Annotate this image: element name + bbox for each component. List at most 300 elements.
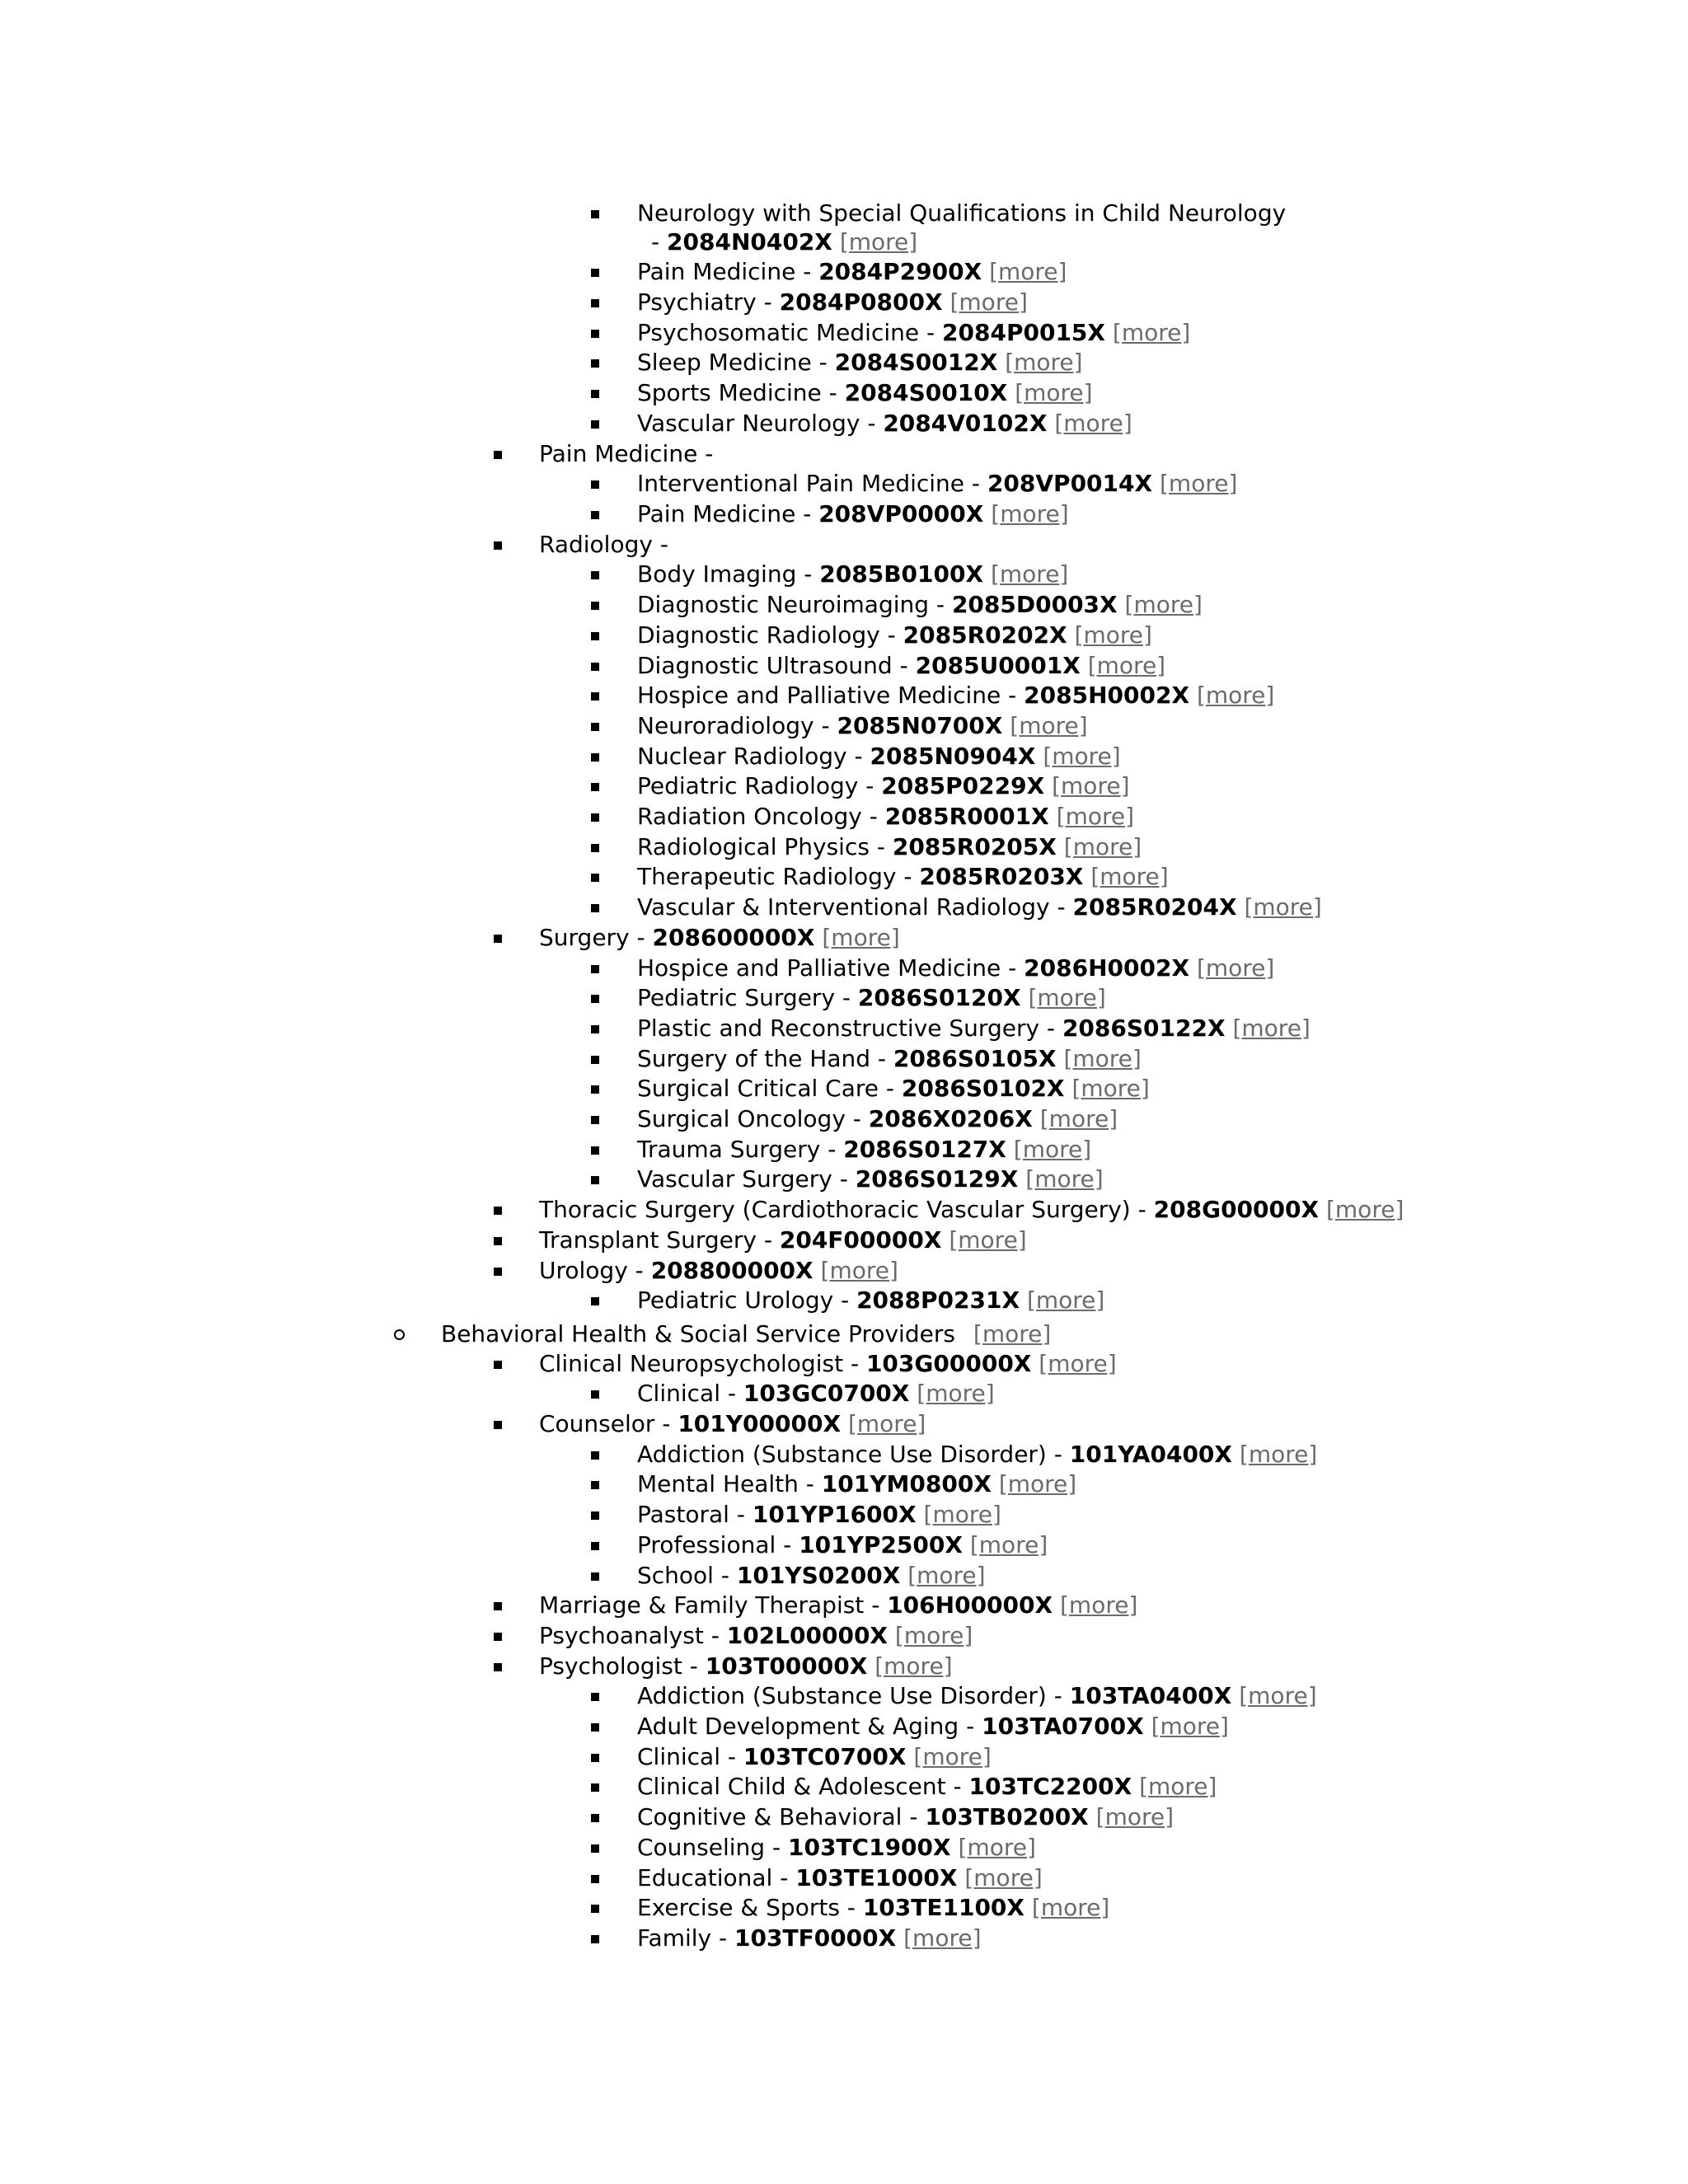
item-code: 101YP2500X <box>799 1531 963 1558</box>
item-code: 2086H0002X <box>1024 954 1190 982</box>
item-name: Radiology <box>539 531 653 558</box>
item-code: 2086S0102X <box>901 1075 1065 1102</box>
item-code: 208VP0000X <box>818 500 984 527</box>
square-bullet-icon <box>494 1361 502 1369</box>
square-bullet-icon <box>494 1602 502 1610</box>
item-code: 103TA0700X <box>982 1713 1144 1740</box>
item-name: Psychologist <box>539 1652 682 1680</box>
square-bullet-icon <box>591 753 599 762</box>
list-item <box>0 1104 1688 1134</box>
square-bullet-icon <box>591 1451 599 1460</box>
item-content: Radiology - <box>539 531 668 558</box>
item-code: 103TC1900X <box>787 1834 951 1861</box>
more-link[interactable]: [more] <box>1325 1196 1404 1223</box>
item-content: Surgical Critical Care - 2086S0102X [more] <box>637 1075 1150 1102</box>
more-link[interactable]: [more] <box>1095 1803 1175 1830</box>
item-code: 2088P0231X <box>856 1286 1020 1314</box>
item-code: 2086S0120X <box>857 984 1021 1011</box>
item-code: 2084P0800X <box>779 288 943 316</box>
item-content: Radiation Oncology - 2085R0001X [more] <box>637 803 1135 830</box>
list-item <box>0 1409 1688 1439</box>
more-link[interactable]: [more] <box>907 1562 986 1589</box>
square-bullet-icon <box>591 663 599 671</box>
item-code: 103G00000X <box>865 1350 1032 1377</box>
more-link[interactable]: [more] <box>1087 652 1166 679</box>
square-bullet-icon <box>591 965 599 973</box>
item-content: Addiction (Substance Use Disorder) - 103TA0400X [more] <box>637 1682 1317 1709</box>
square-bullet-icon <box>494 1421 502 1429</box>
item-content: Surgery - 208600000X [more] <box>539 924 900 951</box>
square-bullet-icon <box>494 1237 502 1245</box>
square-bullet-icon <box>591 1085 599 1094</box>
more-link[interactable]: [more] <box>1063 833 1142 860</box>
item-name: Pediatric Surgery <box>637 984 836 1011</box>
list-item <box>0 1226 1688 1255</box>
item-name: Cognitive & Behavioral <box>637 1803 903 1830</box>
item-content: Pain Medicine - 208VP0000X [more] <box>637 500 1069 527</box>
item-name: Clinical Neuropsychologist <box>539 1350 844 1377</box>
item-name: Hospice and Palliative Medicine <box>637 954 1001 982</box>
square-bullet-icon <box>591 299 599 307</box>
list-item <box>0 409 1688 438</box>
item-content: Mental Health - 101YM0800X [more] <box>637 1470 1077 1497</box>
item-name: Vascular Surgery <box>637 1165 832 1193</box>
item-name: Behavioral Health & Social Service Providers <box>441 1320 955 1347</box>
more-link[interactable]: [more] <box>1010 712 1088 739</box>
item-name: Sports Medicine <box>637 379 822 406</box>
more-link[interactable]: [more] <box>1139 1773 1217 1800</box>
more-link[interactable]: [more] <box>1232 1015 1311 1042</box>
square-bullet-icon <box>591 1176 599 1184</box>
square-bullet-icon <box>591 1875 599 1883</box>
list-item <box>0 1772 1688 1802</box>
more-link[interactable]: [more] <box>1239 1682 1317 1709</box>
item-content: Trauma Surgery - 2086S0127X [more] <box>637 1136 1092 1163</box>
list-item <box>0 1014 1688 1043</box>
square-bullet-icon <box>591 1511 599 1520</box>
list-item <box>0 288 1688 317</box>
item-name: Diagnostic Ultrasound <box>637 652 900 679</box>
item-content: Interventional Pain Medicine - 208VP0014X [more] <box>637 470 1238 497</box>
item-code: 2085N0904X <box>870 743 1036 770</box>
more-link[interactable]: [more] <box>998 1470 1077 1497</box>
square-bullet-icon <box>494 1663 502 1671</box>
item-content: Clinical Child & Adolescent - 103TC2200X [more] <box>637 1773 1217 1800</box>
item-name: Psychoanalyst <box>539 1622 704 1649</box>
square-bullet-icon <box>591 1754 599 1762</box>
list-item <box>0 1469 1688 1499</box>
item-content: Diagnostic Radiology - 2085R0202X [more] <box>637 621 1152 649</box>
item-code: 204F00000X <box>779 1226 942 1254</box>
list-item <box>0 348 1688 377</box>
item-code: 103TE1000X <box>795 1864 958 1891</box>
item-code: 2084S0010X <box>844 379 1008 406</box>
square-bullet-icon <box>591 1390 599 1399</box>
square-bullet-icon <box>591 390 599 398</box>
list-item <box>0 318 1688 348</box>
item-content: Psychoanalyst - 102L00000X [more] <box>539 1622 973 1649</box>
more-link[interactable]: [more] <box>839 228 918 255</box>
item-name: Surgical Oncology <box>637 1105 846 1132</box>
item-name: Plastic and Reconstructive Surgery <box>637 1015 1040 1042</box>
square-bullet-icon <box>591 723 599 731</box>
item-code: 208600000X <box>652 924 815 951</box>
item-code: 101YS0200X <box>736 1562 901 1589</box>
square-bullet-icon <box>591 420 599 429</box>
square-bullet-icon <box>494 1268 502 1276</box>
more-link[interactable]: [more] <box>820 1257 898 1284</box>
square-bullet-icon <box>591 359 599 368</box>
item-content: Vascular Surgery - 2086S0129X [more] <box>637 1165 1104 1193</box>
more-link[interactable]: [more] <box>1112 319 1191 346</box>
more-link[interactable]: [more] <box>1074 621 1152 649</box>
item-name: Counseling <box>637 1834 766 1861</box>
item-content: Counseling - 103TC1900X [more] <box>637 1834 1036 1861</box>
list-item <box>0 1349 1688 1379</box>
square-bullet-icon <box>591 1297 599 1305</box>
more-link[interactable]: [more] <box>950 288 1028 316</box>
more-link[interactable]: [more] <box>1063 1045 1142 1072</box>
item-name: School <box>637 1562 714 1589</box>
square-bullet-icon <box>591 330 599 338</box>
item-name: Surgery of the Hand <box>637 1045 870 1072</box>
item-content: Pastoral - 101YP1600X [more] <box>637 1501 1001 1528</box>
item-code: 101Y00000X <box>678 1410 842 1437</box>
list-item <box>0 1712 1688 1741</box>
square-bullet-icon <box>591 1481 599 1489</box>
square-bullet-icon <box>591 1542 599 1550</box>
list-item <box>0 1440 1688 1469</box>
more-link[interactable]: [more] <box>917 1380 995 1407</box>
item-name: Addiction (Substance Use Disorder) <box>637 1441 1047 1468</box>
more-link[interactable]: [more] <box>1060 1591 1138 1619</box>
item-name: Surgery <box>539 924 630 951</box>
list-item <box>0 742 1688 771</box>
circle-bullet-icon <box>394 1329 405 1340</box>
item-code: 2084S0012X <box>834 349 998 376</box>
item-content: Transplant Surgery - 204F00000X [more] <box>539 1226 1027 1254</box>
item-content <box>637 199 1286 228</box>
item-code: 2085R0205X <box>892 833 1057 860</box>
item-code: 2085B0100X <box>819 560 984 588</box>
list-item <box>0 469 1688 499</box>
square-bullet-icon <box>494 935 502 943</box>
list-item <box>0 590 1688 620</box>
item-content: Surgery of the Hand - 2086S0105X [more] <box>637 1045 1142 1072</box>
item-code: 103TE1100X <box>862 1894 1025 1921</box>
item-code: 103TA0400X <box>1069 1682 1232 1709</box>
square-bullet-icon <box>591 1905 599 1913</box>
square-bullet-icon <box>591 904 599 912</box>
list-item <box>0 199 1688 228</box>
more-link[interactable]: [more] <box>903 1924 982 1952</box>
item-content: Nuclear Radiology - 2085N0904X [more] <box>637 743 1121 770</box>
item-code: 2084P2900X <box>818 258 982 285</box>
more-link[interactable]: [more] <box>1239 1441 1318 1468</box>
item-content: Pain Medicine - <box>539 440 714 467</box>
more-link[interactable]: [more] <box>1026 1286 1105 1314</box>
list-item <box>0 257 1688 287</box>
list-item <box>0 1256 1688 1286</box>
list-item <box>0 1621 1688 1651</box>
item-name: Neurology with Special Qualifications in Child Neurology <box>637 199 1287 227</box>
item-content: Counselor - 101Y00000X [more] <box>539 1410 926 1437</box>
more-link[interactable]: [more] <box>990 560 1069 588</box>
list-item <box>0 1286 1688 1315</box>
square-bullet-icon <box>494 541 502 550</box>
list-item <box>0 1863 1688 1893</box>
more-link[interactable]: [more] <box>913 1743 992 1770</box>
item-content: Hospice and Palliative Medicine - 2085H0002X [more] <box>637 682 1275 709</box>
item-name: Counselor <box>539 1410 655 1437</box>
item-code: 102L00000X <box>726 1622 889 1649</box>
item-name: Exercise & Sports <box>637 1894 840 1921</box>
item-name: Nuclear Radiology <box>637 743 847 770</box>
item-code: 2086S0129X <box>855 1165 1019 1193</box>
square-bullet-icon <box>591 692 599 701</box>
item-code: 103TC0700X <box>743 1743 907 1770</box>
more-link[interactable]: [more] <box>1031 1894 1110 1921</box>
item-name: Neuroradiology <box>637 712 814 739</box>
item-name: Diagnostic Radiology <box>637 621 880 649</box>
item-name: Interventional Pain Medicine <box>637 470 965 497</box>
item-content: Sports Medicine - 2084S0010X [more] <box>637 379 1093 406</box>
item-name: Clinical Child & Adolescent <box>637 1773 946 1800</box>
list-item <box>0 439 1688 469</box>
item-content: Clinical Neuropsychologist - 103G00000X [more] <box>539 1350 1117 1377</box>
list-item <box>0 771 1688 801</box>
item-code: 103TF0000X <box>734 1924 897 1952</box>
more-link[interactable]: [more] <box>1025 1165 1104 1193</box>
square-bullet-icon <box>591 1814 599 1822</box>
item-name: Hospice and Palliative Medicine <box>637 682 1001 709</box>
more-link[interactable]: [more] <box>989 258 1067 285</box>
list-item <box>0 1500 1688 1530</box>
item-name: Clinical <box>637 1743 720 1770</box>
more-link[interactable]: [more] <box>847 1410 926 1437</box>
more-link[interactable]: [more] <box>1244 893 1322 921</box>
more-link[interactable]: [more] <box>1013 1136 1092 1163</box>
item-content: Educational - 103TE1000X [more] <box>637 1864 1043 1891</box>
square-bullet-icon <box>591 1844 599 1853</box>
item-code: 2085R0204X <box>1072 893 1237 921</box>
item-content: Pediatric Surgery - 2086S0120X [more] <box>637 984 1106 1011</box>
item-name: Marriage & Family Therapist <box>539 1591 865 1619</box>
more-link[interactable]: [more] <box>1054 410 1132 437</box>
square-bullet-icon <box>591 813 599 822</box>
more-link[interactable]: [more] <box>1005 349 1083 376</box>
item-code: 101YM0800X <box>821 1470 992 1497</box>
item-name: Psychiatry <box>637 288 757 316</box>
square-bullet-icon <box>591 1935 599 1943</box>
more-link[interactable]: [more] <box>874 1652 953 1680</box>
item-code: 2086S0105X <box>893 1045 1057 1072</box>
square-bullet-icon <box>591 1693 599 1701</box>
list-item <box>0 1893 1688 1923</box>
list-item <box>0 832 1688 862</box>
list-item <box>0 621 1688 650</box>
item-name: Clinical <box>637 1380 720 1407</box>
item-code: 2084N0402X <box>667 228 832 255</box>
item-content: Thoracic Surgery (Cardiothoracic Vascular Surgery) - 208G00000X [more] <box>539 1196 1404 1223</box>
item-content: Therapeutic Radiology - 2085R0203X [more] <box>637 863 1169 890</box>
square-bullet-icon <box>494 451 502 459</box>
item-name: Pain Medicine <box>637 500 796 527</box>
more-link[interactable]: [more] <box>1124 591 1203 618</box>
more-link[interactable]: [more] <box>1071 1075 1150 1102</box>
item-name: Pediatric Urology <box>637 1286 834 1314</box>
item-content: Family - 103TF0000X [more] <box>637 1924 982 1952</box>
more-link[interactable]: [more] <box>1043 743 1121 770</box>
item-name: Body Imaging <box>637 560 797 588</box>
item-content <box>441 1319 1051 1349</box>
list-item <box>0 862 1688 892</box>
list-item <box>0 560 1688 589</box>
item-content: Hospice and Palliative Medicine - 2086H0002X [more] <box>637 954 1275 982</box>
item-code: 2084P0015X <box>942 319 1105 346</box>
list-item <box>0 1742 1688 1772</box>
square-bullet-icon <box>591 1025 599 1033</box>
square-bullet-icon <box>591 1116 599 1124</box>
more-link[interactable]: [more] <box>1090 863 1169 890</box>
item-content: Body Imaging - 2085B0100X [more] <box>637 560 1069 588</box>
item-name: Mental Health <box>637 1470 799 1497</box>
item-code: 2085N0700X <box>837 712 1003 739</box>
item-code: 2085P0229X <box>881 772 1045 799</box>
item-name: Vascular Neurology <box>637 410 860 437</box>
item-code: 2085R0203X <box>919 863 1084 890</box>
list-item <box>0 802 1688 832</box>
item-code: 2086X0206X <box>868 1105 1033 1132</box>
item-code: 2085H0002X <box>1024 682 1190 709</box>
item-name: Educational <box>637 1864 773 1891</box>
item-name: Family <box>637 1924 712 1952</box>
more-link[interactable]: [more] <box>1015 379 1093 406</box>
more-link[interactable]: [more] <box>1039 1105 1118 1132</box>
more-link[interactable]: [more] <box>991 500 1069 527</box>
item-name: Therapeutic Radiology <box>637 863 897 890</box>
square-bullet-icon <box>494 1633 502 1641</box>
list-item <box>0 893 1688 922</box>
more-link[interactable]: [more] <box>1160 470 1238 497</box>
list-item <box>0 1681 1688 1711</box>
list-item <box>0 923 1688 953</box>
more-link[interactable]: [more] <box>894 1622 973 1649</box>
item-code: 2085U0001X <box>915 652 1081 679</box>
item-code: 101YP1600X <box>752 1501 917 1528</box>
list-item <box>0 1652 1688 1681</box>
item-code: 208VP0014X <box>987 470 1153 497</box>
item-content: School - 101YS0200X [more] <box>637 1562 986 1589</box>
square-bullet-icon <box>591 1572 599 1581</box>
more-link[interactable]: [more] <box>1196 682 1275 709</box>
list-item <box>0 1561 1688 1591</box>
item-name: Transplant Surgery <box>539 1226 757 1254</box>
more-link[interactable]: [more] <box>1151 1713 1229 1740</box>
item-code: 2084V0102X <box>883 410 1048 437</box>
item-name: Sleep Medicine <box>637 349 812 376</box>
square-bullet-icon <box>591 1783 599 1792</box>
more-link[interactable]: [more] <box>973 1320 1052 1347</box>
item-name: Adult Development & Aging <box>637 1713 959 1740</box>
item-content: Vascular & Interventional Radiology - 2085R0204X [more] <box>637 893 1322 921</box>
square-bullet-icon <box>591 844 599 852</box>
square-bullet-icon <box>494 1207 502 1215</box>
item-content: Psychologist - 103T00000X [more] <box>539 1652 953 1680</box>
more-link[interactable]: [more] <box>949 1226 1027 1254</box>
item-code: 103T00000X <box>705 1652 868 1680</box>
square-bullet-icon <box>591 995 599 1003</box>
list-item <box>0 1165 1688 1194</box>
more-link[interactable]: [more] <box>1056 803 1135 830</box>
more-link[interactable]: [more] <box>822 924 900 951</box>
item-content: Clinical - 103GC0700X [more] <box>637 1380 995 1407</box>
more-link[interactable]: [more] <box>1196 954 1275 982</box>
square-bullet-icon <box>591 874 599 882</box>
item-content: Cognitive & Behavioral - 103TB0200X [more] <box>637 1803 1175 1830</box>
more-link[interactable]: [more] <box>923 1501 1001 1528</box>
item-code: 2085D0003X <box>951 591 1118 618</box>
list-item <box>0 530 1688 560</box>
item-content: Psychiatry - 2084P0800X [more] <box>637 288 1028 316</box>
list-item <box>0 1924 1688 1953</box>
item-content: Surgical Oncology - 2086X0206X [more] <box>637 1105 1118 1132</box>
item-content: Addiction (Substance Use Disorder) - 101YA0400X [more] <box>637 1441 1318 1468</box>
item-name: Radiation Oncology <box>637 803 862 830</box>
item-name: Addiction (Substance Use Disorder) <box>637 1682 1047 1709</box>
item-name: Urology <box>539 1257 628 1284</box>
square-bullet-icon <box>591 210 599 218</box>
more-link[interactable]: [more] <box>1039 1350 1117 1377</box>
item-content: Exercise & Sports - 103TE1100X [more] <box>637 1894 1110 1921</box>
item-name: Professional <box>637 1531 776 1558</box>
item-code: 106H00000X <box>887 1591 1053 1619</box>
more-link[interactable]: [more] <box>1028 984 1106 1011</box>
item-code: 2085R0001X <box>884 803 1049 830</box>
item-name: Vascular & Interventional Radiology <box>637 893 1050 921</box>
item-content: Sleep Medicine - 2084S0012X [more] <box>637 349 1083 376</box>
item-name: Pediatric Radiology <box>637 772 859 799</box>
more-link[interactable]: [more] <box>964 1864 1043 1891</box>
square-bullet-icon <box>591 1146 599 1155</box>
item-name: Surgical Critical Care <box>637 1075 879 1102</box>
more-link[interactable]: [more] <box>958 1834 1036 1861</box>
item-content: Professional - 101YP2500X [more] <box>637 1531 1048 1558</box>
item-code: 208800000X <box>650 1257 814 1284</box>
item-name: Diagnostic Neuroimaging <box>637 591 930 618</box>
list-item <box>0 1591 1688 1620</box>
list-item <box>0 1074 1688 1104</box>
square-bullet-icon <box>591 783 599 791</box>
square-bullet-icon <box>591 1723 599 1732</box>
item-content: - 2084N0402X [more] <box>651 228 918 255</box>
square-bullet-icon <box>591 480 599 489</box>
square-bullet-icon <box>591 632 599 640</box>
item-content: Pain Medicine - 2084P2900X [more] <box>637 258 1067 285</box>
list-item <box>0 711 1688 741</box>
square-bullet-icon <box>591 602 599 610</box>
list-item <box>0 378 1688 408</box>
more-link[interactable]: [more] <box>969 1531 1048 1558</box>
item-content: Plastic and Reconstructive Surgery - 2086S0122X [more] <box>637 1015 1311 1042</box>
item-name: Radiological Physics <box>637 833 870 860</box>
item-code: 2086S0127X <box>843 1136 1006 1163</box>
item-content: Adult Development & Aging - 103TA0700X [more] <box>637 1713 1229 1740</box>
more-link[interactable]: [more] <box>1052 772 1130 799</box>
list-item <box>0 1044 1688 1074</box>
item-code: 103TB0200X <box>925 1803 1089 1830</box>
item-name: Trauma Surgery <box>637 1136 821 1163</box>
